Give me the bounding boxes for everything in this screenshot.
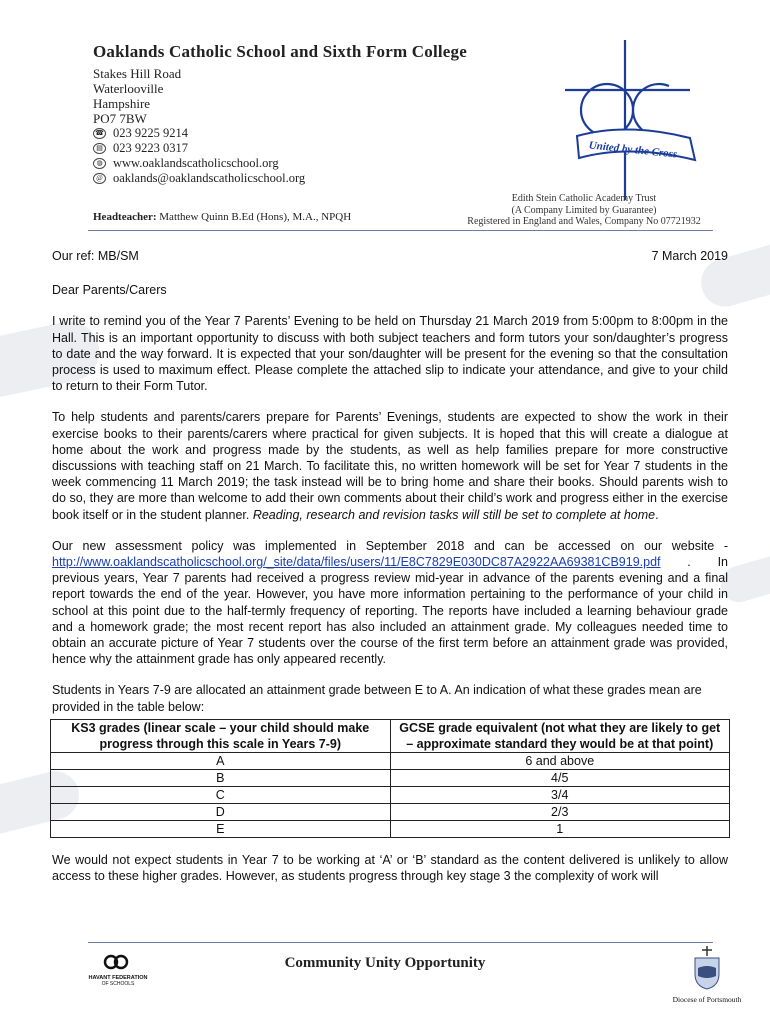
- address-line: PO7 7BW: [93, 111, 147, 126]
- table-cell: A: [51, 752, 391, 769]
- email-link[interactable]: oaklands@oaklandscatholicschool.org: [113, 171, 306, 185]
- letter-date: 7 March 2019: [651, 249, 728, 263]
- paragraph: Students in Years 7-9 are allocated an attainment grade between E to A. An indication of what these grades mean are provided in the table below:: [52, 683, 702, 714]
- letter-body: [52, 248, 728, 899]
- trust-line: (A Company Limited by Guarantee): [511, 204, 657, 216]
- havant-text: HAVANT FEDERATION: [88, 975, 148, 981]
- table-header-row: [51, 719, 730, 752]
- paragraph-text: Our new assessment policy was implemented in September 2018 and can be accessed on our website -: [52, 538, 728, 553]
- table-cell: B: [51, 769, 391, 786]
- phone-number: 023 9225 9214: [113, 126, 188, 140]
- paragraph: I write to remind you of the Year 7 Parents’ Evening to be held on Thursday 21 March 2019 from 5:00pm to 8:00pm in the Hall. This is an important opportunity to discuss with both subject teachers and form tutors your son/daughter’s progress to date and the way forward. It is expected that your son/daughter will be present for the evening so that the consultation process is used to maximum effect. Please complete the attached slip to indicate your attendance, and give to your child to return to their Form Tutor.: [52, 314, 728, 394]
- globe-icon: ◍: [93, 158, 106, 169]
- table-cell: 3/4: [390, 786, 730, 803]
- table-cell: 6 and above: [390, 752, 730, 769]
- ref-line: [52, 248, 728, 264]
- policy-link[interactable]: http://www.oaklandscatholicschool.org/_site/data/files/users/11/E8C7829E030DC87A2922AA69381CB919.pdf: [52, 555, 661, 570]
- headteacher-line: [93, 211, 351, 223]
- school-name: Oaklands Catholic School and Sixth Form College: [93, 42, 467, 61]
- table-row: [51, 803, 730, 820]
- paragraph: [52, 409, 728, 522]
- school-logo: [565, 40, 715, 200]
- trust-line: Registered in England and Wales, Company No 07721932: [467, 216, 701, 227]
- address-line: Waterlooville: [93, 81, 164, 96]
- address-line: Stakes Hill Road: [93, 66, 182, 81]
- paragraph-end: .: [655, 507, 659, 522]
- diocese-crest: [672, 946, 742, 1004]
- footer-motto: Community Unity Opportunity: [284, 955, 486, 971]
- trust-info: [455, 193, 713, 228]
- table-row: [51, 786, 730, 803]
- table-header: GCSE grade equivalent (not what they are likely to get – approximate standard they would be at that point): [390, 719, 730, 752]
- footer-divider: [88, 942, 713, 943]
- table-cell: 4/5: [390, 769, 730, 786]
- paragraph-text: To help students and parents/carers prepare for Parents’ Evenings, students are expected to show the work in their exercise books to their parents/carers where practical for given subjects. It is hoped that this will create a dialogue at home about the work and progress made by the students, as well as help families prepare for more constructive discussions with teaching staff on 21 March. To facilitate this, no written homework will be set for Year 7 students in the week commencing 11 March 2019; the task instead will be to bring home and share their books. Should parents wish to do so, they are more than welcome to add their own comments about their child’s work and progress either in the exercise book itself or in the student planner.: [52, 410, 728, 522]
- table-cell: E: [51, 820, 391, 837]
- diocese-name: Diocese of Portsmouth: [672, 995, 742, 1004]
- table-row: [51, 769, 730, 786]
- phone-icon: ☎: [93, 128, 106, 139]
- our-ref: Our ref: MB/SM: [52, 249, 139, 263]
- address-line: Hampshire: [93, 96, 151, 111]
- havant-text: OF SCHOOLS: [101, 981, 135, 987]
- table-cell: 1: [390, 820, 730, 837]
- grades-table: [50, 719, 730, 838]
- email-icon: @: [93, 173, 106, 184]
- header-divider: [88, 230, 713, 231]
- paragraph-text: . In previous years, Year 7 parents had received a progress review mid-year in advance of the parents evening and a final report towards the end of the year. However, you have more information pertaining to the performance of your child in school at this point due to the half-termly frequency of reporting. The reports have included a learning behaviour grade and a homework grade; the most recent report has also included an attainment grade. My colleagues needed time to obtain an accurate picture of Year 7 students over the course of the first term before an attainment grade was provided, hence why the attainment grade has only appeared recently.: [52, 555, 728, 667]
- logo-banner-text: United by the Cross: [588, 139, 678, 161]
- paragraph: We would not expect students in Year 7 to be working at ‘A’ or ‘B’ standard as the content delivered is unlikely to allow access to these higher grades. However, as students progress through key stage 3 the complexity of work will: [52, 852, 728, 884]
- fax-number: 023 9223 0317: [113, 141, 188, 155]
- table-cell: C: [51, 786, 391, 803]
- table-cell: 2/3: [390, 803, 730, 820]
- headteacher-name: Matthew Quinn B.Ed (Hons), M.A., NPQH: [159, 211, 352, 223]
- table-row: [51, 820, 730, 837]
- table-row: [51, 752, 730, 769]
- table-header: KS3 grades (linear scale – your child should make progress through this scale in Years 7-9): [51, 719, 391, 752]
- table-cell: D: [51, 803, 391, 820]
- paragraph: [52, 538, 728, 668]
- website-link[interactable]: www.oaklandscatholicschool.org: [113, 156, 279, 170]
- fax-icon: ▤: [93, 143, 106, 154]
- salutation: Dear Parents/Carers: [52, 283, 167, 298]
- diocese-crest-icon: [692, 946, 722, 990]
- trust-line: Edith Stein Catholic Academy Trust: [511, 193, 657, 204]
- headteacher-label: Headteacher:: [93, 211, 157, 223]
- italic-note: Reading, research and revision tasks will still be set to complete at home: [252, 507, 656, 522]
